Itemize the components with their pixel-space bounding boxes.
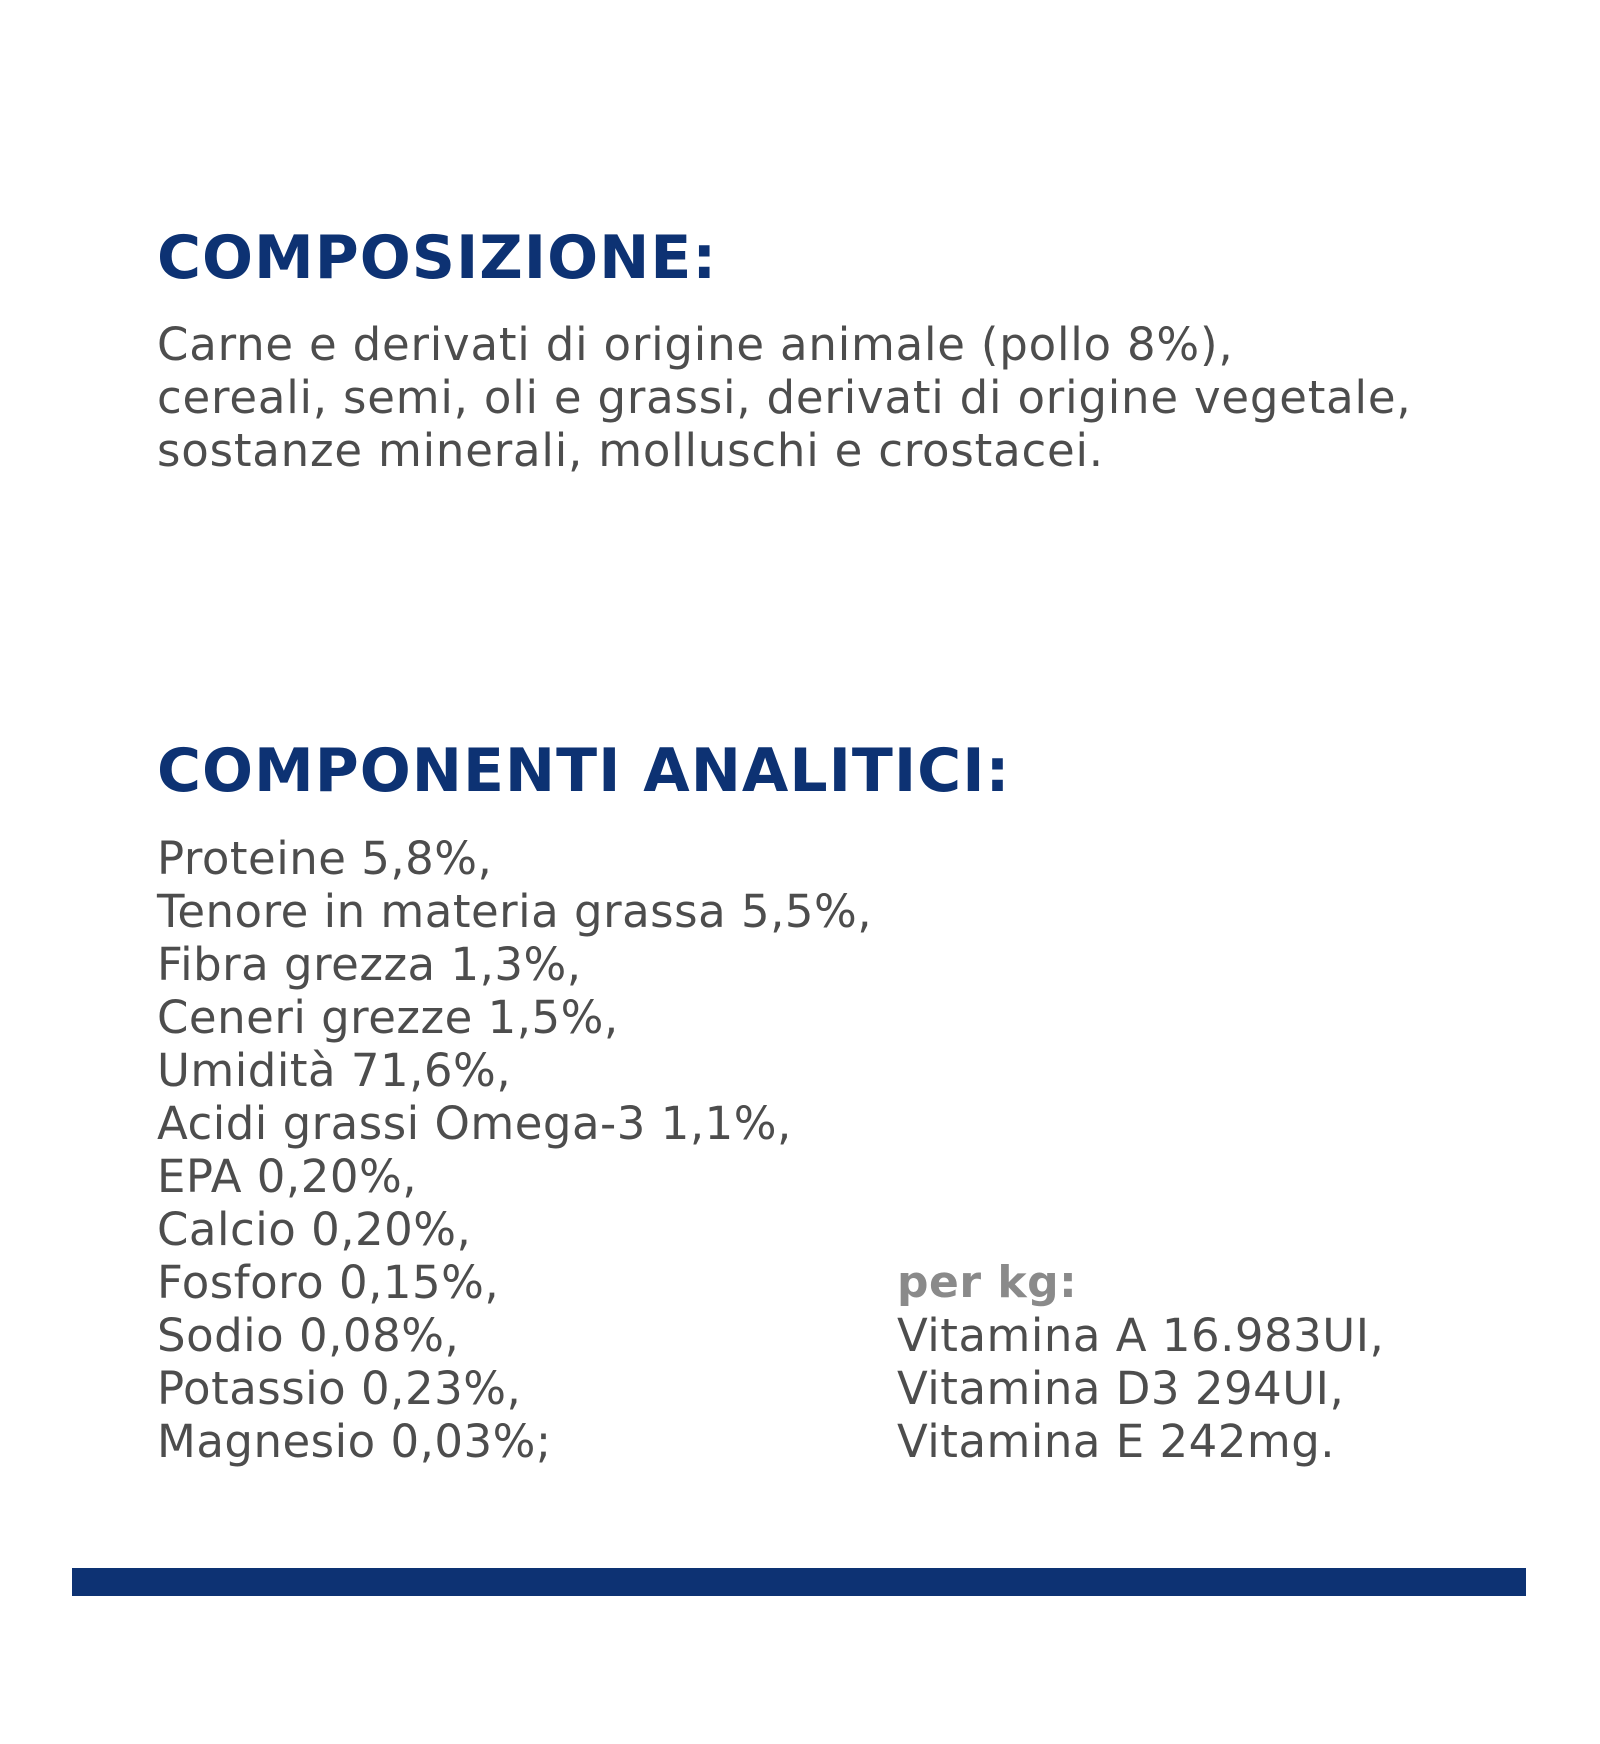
analytical-item: Potassio 0,23%, (157, 1362, 522, 1415)
vitamins-title: per kg: (897, 1257, 1078, 1308)
analytical-list (157, 832, 872, 1468)
vitamins-block (897, 1256, 1384, 1468)
analytical-item: EPA 0,20%, (157, 1150, 418, 1203)
vitamin-item: Vitamina D3 294UI, (897, 1362, 1345, 1415)
analytical-item: Fosforo 0,15%, (157, 1256, 500, 1309)
composition-line: Carne e derivati di origine animale (pollo 8%), (157, 318, 1234, 371)
composition-heading: COMPOSIZIONE: (157, 223, 718, 293)
analytical-item: Acidi grassi Omega-3 1,1%, (157, 1097, 792, 1150)
vitamin-item: Vitamina A 16.983UI, (897, 1309, 1385, 1362)
analytical-item: Sodio 0,08%, (157, 1309, 460, 1362)
composition-text (157, 318, 1517, 477)
analytical-heading: COMPONENTI ANALITICI: (157, 736, 1011, 806)
analytical-item: Calcio 0,20%, (157, 1203, 472, 1256)
analytical-item: Magnesio 0,03%; (157, 1415, 552, 1468)
analytical-item: Fibra grezza 1,3%, (157, 938, 582, 991)
analytical-item: Ceneri grezze 1,5%, (157, 991, 619, 1044)
analytical-item: Proteine 5,8%, (157, 832, 493, 885)
analytical-item: Tenore in materia grassa 5,5%, (157, 885, 873, 938)
vitamin-item: Vitamina E 242mg. (897, 1415, 1336, 1468)
composition-line: sostanze minerali, molluschi e crostacei. (157, 424, 1104, 477)
bottom-divider-bar (72, 1568, 1526, 1596)
analytical-item: Umidità 71,6%, (157, 1044, 512, 1097)
composition-line: cereali, semi, oli e grassi, derivati di origine vegetale, (157, 371, 1412, 424)
vitamins-list (897, 1309, 1384, 1468)
